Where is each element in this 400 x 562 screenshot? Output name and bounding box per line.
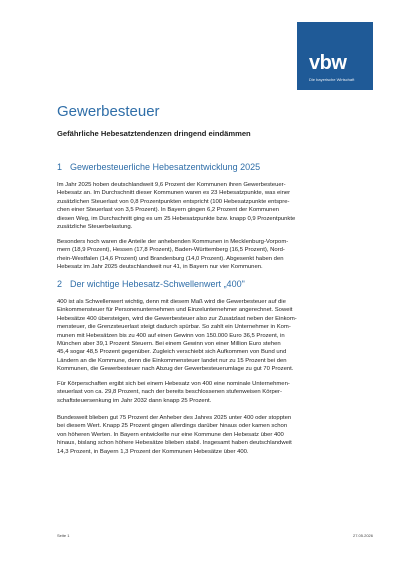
text-line: Bundesweit blieben gut 75 Prozent der Anheber des Jahres 2025 unter 400 oder stoppten <box>57 415 292 421</box>
text-line: Einkommensteuer für Personenunternehmen und Einzelunternehmer angerechnet. Soweit <box>57 307 293 314</box>
text-line: bei diesem Wert. Knapp 25 Prozent gingen allerdings darüber hinaus oder kamen schon <box>57 423 288 430</box>
text-line: zusätzlichen Steuerlast von 0,8 Prozentpunkten entspricht (100 Hebesatzpunkte entspre- <box>57 198 290 205</box>
section-1-number: 1 <box>57 162 63 172</box>
page-subtitle: Gefährliche Hebesatztendenzen dringend eindämmen <box>57 129 251 138</box>
vbw-logo <box>297 22 373 90</box>
text-line: steuerlast von ca. 29,8 Prozent, nach der bereits beschlossenen stufenweisen Körper- <box>57 389 282 396</box>
text-line: munen mit Hebesätzen bis zu 400 auf einen Gewinn von 150.000 Euro 36,5 Prozent, in <box>57 332 285 339</box>
text-line: Im Jahr 2025 hoben deutschlandweit 9,6 Prozent der Kommunen ihren Gewerbesteuer- <box>57 182 286 188</box>
footer-date: 27.05.2026 <box>352 533 373 538</box>
text-line: München aber 39,1 Prozent Steuern. Bei einem Gewinn von einer Million Euro stehen <box>57 341 281 348</box>
logo-tagline: Die bayerische Wirtschaft <box>309 77 355 82</box>
text-line: Für Körperschaften ergibt sich bei einem Hebesatz von 400 eine nominale Unternehmen- <box>57 381 290 387</box>
text-line: 14,3 Prozent, in Bayern 1,3 Prozent der Kommunen Hebesätze über 400. <box>57 448 249 455</box>
text-line: rhein-Westfalen (14,6 Prozent) und Brandenburg (14,0 Prozent). Abgesenkt haben den <box>57 255 284 262</box>
section-2-paragraph-1 <box>57 298 347 374</box>
text-line: Hebesatz an. Im Durchschnitt dieser Kommunen waren es 23 Hebesatzpunkte, was einer <box>57 190 291 197</box>
text-line: 45,4 sogar 48,5 Prozent gegenüber. Zugleich verschiebt sich Aufkommen von Bund und <box>57 349 287 356</box>
text-line: 400 ist als Schwellenwert wichtig, denn mit diesem Maß wird die Gewerbesteuer auf die <box>57 299 286 305</box>
section-2-number: 2 <box>57 279 63 289</box>
text-line: Ländern an die Kommune, denn die Einkommensteuer landet nur zu 15 Prozent bei den <box>57 357 287 364</box>
text-line: chen einer Steuerlast von 3,5 Prozent). In Bayern gingen 6,2 Prozent der Kommunen <box>57 207 280 214</box>
section-2-heading <box>57 279 245 289</box>
section-1-title: Gewerbesteuerliche Hebesatzentwicklung 2025 <box>70 162 261 172</box>
text-line: zusätzliche Steuerbelastung. <box>57 224 133 231</box>
section-1-paragraph-2 <box>57 238 347 272</box>
text-line: Hebesätze 400 übersteigen, wird die Gewerbesteuer also zur Zusatzlast neben der Einkom- <box>57 315 297 322</box>
text-line: diesen Weg, im Durchschnitt ging es um 25 Hebesatzpunkte bzw. knapp 0,9 Prozentpunkte <box>57 215 296 222</box>
footer-page-number: Seite 1 <box>57 533 70 538</box>
section-2-paragraph-2 <box>57 380 347 405</box>
section-1-heading <box>57 162 260 172</box>
text-line: Besonders hoch waren die Anteile der anhebenden Kommunen in Mecklenburg-Vorpom- <box>57 239 289 245</box>
text-line: von höheren Werten. In Bayern entwickelte nur eine Kommune den Hebesatz über 400 <box>57 431 284 438</box>
text-line: mern (18,9 Prozent), Hessen (17,8 Prozent), Baden-Württemberg (16,5 Prozent), Nord- <box>57 247 285 254</box>
text-line: Kommunen, die Gewerbesteuer nach Abzug der Gewerbesteuerumlage zu gut 70 Prozent. <box>57 366 294 373</box>
logo-mark: vbw <box>309 52 347 74</box>
text-line: mensteuer, die Grenzsteuerlast steigt dadurch spürbar. So zahlt ein Unternehmer in Kom- <box>57 324 291 331</box>
section-2-title: Der wichtige Hebesatz-Schwellenwert „400" <box>70 279 245 289</box>
text-line: hinaus, bislang schon höhere Hebesätze blieben stabil. Insgesamt haben deutschlandweit <box>57 440 292 447</box>
page-title: Gewerbesteuer <box>57 103 160 120</box>
section-1-paragraph-1 <box>57 181 347 231</box>
text-line: Hebesatz im Jahr 2025 deutschlandweit nur 41, in Bayern nur vier Kommunen. <box>57 264 263 271</box>
section-2-paragraph-3 <box>57 414 347 456</box>
text-line: schaftsteuersenkung im Jahr 2032 dann knapp 25 Prozent. <box>57 397 212 404</box>
